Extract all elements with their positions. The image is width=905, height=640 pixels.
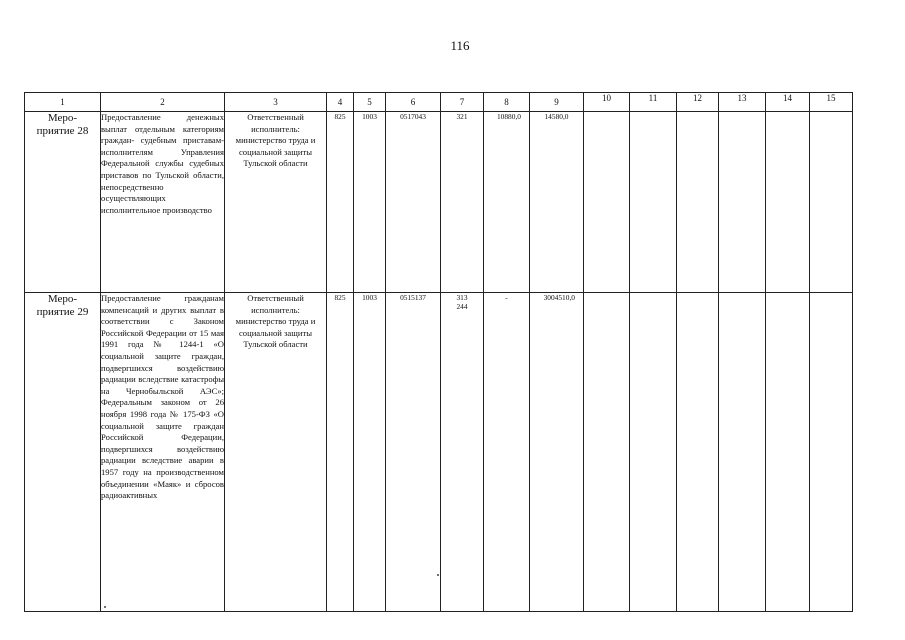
program-table [24,92,853,612]
empty-cell [630,293,677,612]
col7-value-line1: 313 [456,293,468,302]
scan-speck [437,574,439,576]
empty-cell [810,112,853,293]
col8-value: 10880,0 [484,112,530,293]
header-cell-3: 3 [225,93,327,112]
scan-speck [104,606,106,608]
header-cell-13: 13 [719,93,766,112]
empty-cell [584,112,630,293]
empty-cell [719,293,766,612]
table-row [25,112,853,293]
measure-name-line1: Меро- [47,112,78,124]
measure-description: Предоставление гражданам компенсаций и других выплат в соответствии с Законом Российской Федерации от 15 мая 1991 года № 1244-1 «О социальной защите граждан, подвергшихся воздействию радиации вследствие катастрофы на Чернобыльской АЭС»; Федеральным законом от 26 ноября 1998 года № 175-ФЗ «О социальной защите граждан Российской Федерации, подвергшихся воздействию радиации вследствие аварии в 1957 году на производственном объединении «Маяк» и сбросов радиоактивных [101,293,225,612]
header-cell-15: 15 [810,93,853,112]
measure-description: Предоставление денежных выплат отдельным категориям граждан- судебным приставам-исполнителям Управления Федеральной службы судебных приставов по Тульской области, непосредственно осуществляющих исполнительное производство [101,112,225,293]
empty-cell [810,293,853,612]
page-number: 116 [450,38,470,53]
measure-name-line2: приятие 29 [36,306,89,318]
measure-name-line2: приятие 28 [36,125,89,137]
col7-value: 321 [441,112,484,293]
empty-cell [766,112,810,293]
measure-name-cell [25,293,101,612]
header-cell-2: 2 [101,93,225,112]
col9-value: 14580,0 [530,112,584,293]
empty-cell [677,293,719,612]
col7-value-line2: 244 [456,302,468,311]
header-cell-9: 9 [530,93,584,112]
col5-value: 1003 [354,293,386,612]
col6-value: 0515137 [386,293,441,612]
header-cell-5: 5 [354,93,386,112]
table-row [25,293,853,612]
header-cell-10: 10 [584,93,630,112]
measure-executor: Ответственный исполнитель: министерство труда и социальной защиты Тульской области [225,293,327,612]
header-cell-4: 4 [327,93,354,112]
col7-value [441,293,484,612]
empty-cell [677,112,719,293]
col4-value: 825 [327,112,354,293]
col8-value: - [484,293,530,612]
header-cell-8: 8 [484,93,530,112]
measure-name-line1: Меро- [47,293,78,305]
empty-cell [719,112,766,293]
header-cell-1: 1 [25,93,101,112]
col9-value: 3004510,0 [530,293,584,612]
measure-executor: Ответственный исполнитель: министерство труда и социальной защиты Тульской области [225,112,327,293]
col6-value: 0517043 [386,112,441,293]
col4-value: 825 [327,293,354,612]
header-cell-6: 6 [386,93,441,112]
empty-cell [630,112,677,293]
header-cell-12: 12 [677,93,719,112]
header-cell-14: 14 [766,93,810,112]
measure-name-cell [25,112,101,293]
header-cell-7: 7 [441,93,484,112]
empty-cell [766,293,810,612]
empty-cell [584,293,630,612]
col5-value: 1003 [354,112,386,293]
header-cell-11: 11 [630,93,677,112]
header-row [25,93,853,112]
